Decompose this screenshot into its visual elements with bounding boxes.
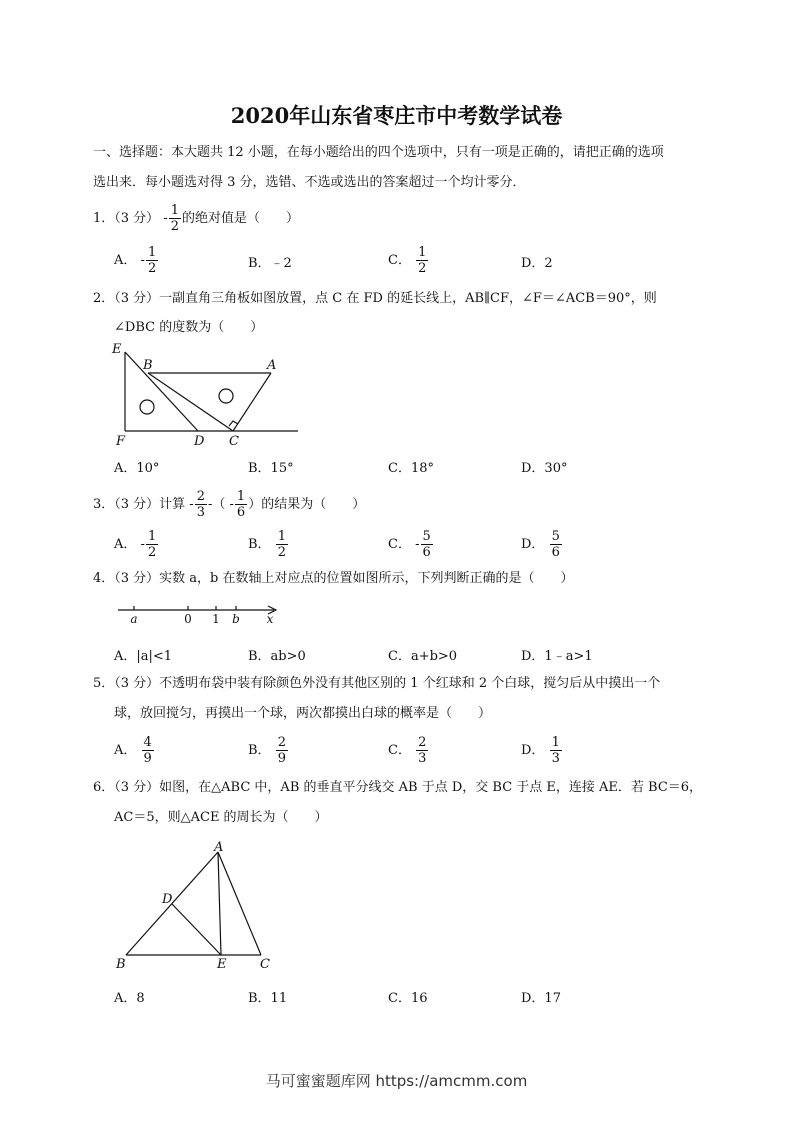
q1-option-a: A． - $\frac{1}{2}$ <box>114 245 157 276</box>
q5-option-b: B． $\frac{2}{9}$ <box>248 735 286 766</box>
q3-option-b: B． $\frac{1}{2}$ <box>248 529 286 560</box>
q2-label-c: C <box>229 434 239 449</box>
question-4-stem: 4．（3 分）实数 a，b 在数轴上对应点的位置如图所示，下列判断正确的是（ ） <box>93 571 574 586</box>
q5-option-a: A． $\frac{4}{9}$ <box>114 735 152 766</box>
q3-fraction-2: $\frac{1}{6}$ <box>236 489 246 520</box>
q3-option-a: A． - $\frac{1}{2}$ <box>114 529 157 560</box>
question-2-stem-line1: 2．（3 分）一副直角三角板如图放置，点 C 在 FD 的延长线上，AB∥CF，∠F＝∠ACB＝90°，则 <box>93 291 657 306</box>
q4-option-a: A．|a|<1 <box>114 649 173 664</box>
q4-label-b: b <box>232 612 240 626</box>
q2-option-c: C．18° <box>388 461 434 476</box>
question-6-stem-line1: 6．（3 分）如图，在△ABC 中，AB 的垂直平分线交 AB 于点 D，交 BC 于点 E，连接 AE．若 BC＝6， <box>93 780 703 795</box>
q6-triangle-figure <box>110 838 285 973</box>
q2-label-a: A <box>267 358 277 373</box>
q6-label-e: E <box>217 957 227 972</box>
question-2-stem-line2: ∠DBC 的度数为（ ） <box>114 320 264 335</box>
q4-label-a: a <box>130 612 138 626</box>
q4-option-d: D．1﹣a>1 <box>521 649 593 664</box>
q2-option-b: B．15° <box>248 461 294 476</box>
q1-option-b: B．﹣2 <box>248 256 292 271</box>
question-5-stem-line1: 5．（3 分）不透明布袋中装有除颜色外没有其他区别的 1 个红球和 2 个白球，搅匀后从中摸出一个 <box>93 676 661 691</box>
q5-option-c: C． $\frac{2}{3}$ <box>388 735 427 766</box>
question-6-stem-line2: AC＝5，则△ACE 的周长为（ ） <box>114 810 328 825</box>
q6-option-b: B．11 <box>248 991 288 1006</box>
q2-option-d: D．30° <box>521 461 568 476</box>
q6-label-c: C <box>260 957 270 972</box>
q6-option-a: A．8 <box>114 991 145 1006</box>
q3-option-d: D． $\frac{5}{6}$ <box>521 529 560 560</box>
q2-option-a: A．10° <box>114 461 160 476</box>
q1-prefix: 1．（3 分） - <box>93 211 168 226</box>
q4-number-line <box>112 598 292 628</box>
q1-fraction: $\frac{1}{2}$ <box>170 203 179 234</box>
q6-label-a: A <box>214 840 224 855</box>
q1-option-c: C． $\frac{1}{2}$ <box>388 245 427 276</box>
q2-label-e: E <box>112 342 122 357</box>
q6-label-d: D <box>162 892 173 907</box>
page-title: 2020年山东省枣庄市中考数学试卷 <box>230 103 563 128</box>
q4-option-c: C．a+b>0 <box>388 649 458 664</box>
q3-option-c: C． - $\frac{5}{6}$ <box>388 529 431 560</box>
q1-suffix: 的绝对值是（ ） <box>181 211 299 226</box>
q6-option-d: D．17 <box>521 991 561 1006</box>
question-5-stem-line2: 球，放回搅匀，再摸出一个球，两次都摸出白球的概率是（ ） <box>114 706 492 721</box>
q2-label-b: B <box>143 358 153 373</box>
q3-fraction-1: $\frac{2}{3}$ <box>196 489 205 520</box>
q6-option-c: C．16 <box>388 991 428 1006</box>
q2-label-d: D <box>194 434 205 449</box>
q4-label-one: 1 <box>212 612 220 626</box>
section-instructions-line1: 一、选择题：本大题共 12 小题，在每小题给出的四个选项中，只有一项是正确的，请把正确的选项 <box>93 145 664 160</box>
footer-watermark[interactable]: 马可蜜蜜题库网 https://amcmm.com <box>265 1072 528 1090</box>
q4-label-x: x <box>266 612 274 626</box>
q5-option-d: D． $\frac{1}{3}$ <box>521 735 560 766</box>
question-1-stem <box>93 203 299 234</box>
q2-triangle-figure <box>108 340 308 452</box>
q6-label-b: B <box>116 957 126 972</box>
q2-label-f: F <box>116 434 126 449</box>
q4-option-b: B．ab>0 <box>248 649 306 664</box>
section-instructions-line2: 选出来．每小题选对得 3 分，选错、不选或选出的答案超过一个均计零分． <box>93 175 526 190</box>
question-3-stem: 3．（3 分）计算 - $\frac{2}{3}$ -（ - $\frac{1}{6}$ ）的结果为（ ） <box>93 489 366 520</box>
q1-option-d: D．2 <box>521 256 553 271</box>
q4-label-zero: 0 <box>184 612 192 626</box>
